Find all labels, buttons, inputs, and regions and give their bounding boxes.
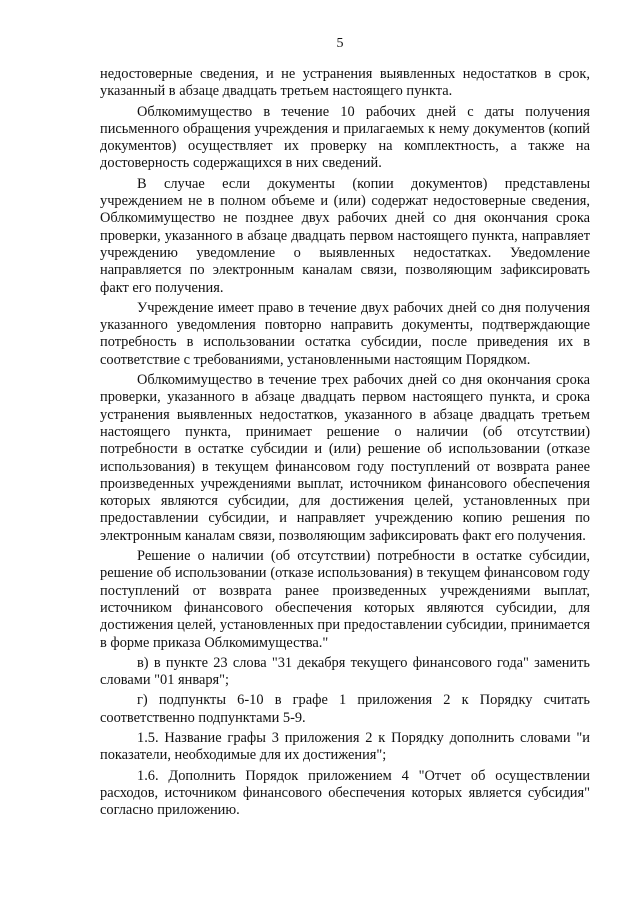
page-number: 5 bbox=[336, 36, 344, 51]
paragraph-8: г) подпункты 6-10 в графе 1 приложения 2 к Порядку считать соответственно подпунктами 5-9. bbox=[100, 692, 590, 726]
paragraph-4: Учреждение имеет право в течение двух рабочих дней со дня получения указанного уведомления повторно направить документы, подтверждающие потребность в использовании остатка субсидии, после приведения их в соответствие с требованиями, установленными настоящим Порядком. bbox=[100, 299, 590, 368]
paragraph-2: Облкомимущество в течение 10 рабочих дней с даты получения письменного обращения учреждения и прилагаемых к нему документов (копий документов) осуществляет их проверку на комплектность, а также на достоверность содержащихся в них сведений. bbox=[100, 103, 590, 172]
paragraph-9: 1.5. Название графы 3 приложения 2 к Порядку дополнить словами "и показатели, необходимые для их достижения"; bbox=[100, 729, 590, 764]
paragraph-5: Облкомимущество в течение трех рабочих дней со дня окончания срока проверки, указанного в абзаце двадцать первом настоящего пункта, и срока устранения выявленных недостатков, указанного в абзаце двадцать третьем настоящего пункта, принимает решение о наличии (об отсутствии) потребности в остатке субсидии и (или) решение об использовании (отказе использования) в текущем финансовом году поступлений от возврата ранее произведенных учреждениями выплат, источником финансового обеспечения которых являются субсидии, для достижения целей, установленных при предоставлении субсидии, и направляет учреждению копию решения по электронным каналам связи, позволяющим зафиксировать факт его получения. bbox=[100, 372, 590, 544]
paragraph-1: недостоверные сведения, и не устранения выявленных недостатков в срок, указанный в абзаце двадцать третьем настоящего пункта. bbox=[100, 66, 590, 100]
paragraph-6: Решение о наличии (об отсутствии) потребности в остатке субсидии, решение об использовании (отказе использования) в текущем финансовом году поступлений от возврата ранее произведенных учреждениями выплат, источником финансового обеспечения которых являются субсидии, для достижения целей, установленных при предоставлении субсидии, принимается в форме приказа Облкомимущества." bbox=[100, 548, 590, 651]
paragraph-10: 1.6. Дополнить Порядок приложением 4 "Отчет об осуществлении расходов, источником финансового обеспечения которых является субсидия" согласно приложению. bbox=[100, 767, 590, 819]
document-body bbox=[100, 66, 590, 822]
paragraph-3: В случае если документы (копии документов) представлены учреждением не в полном объеме и (или) содержат недостоверные сведения, Облкомимущество не позднее двух рабочих дней со дня окончания срока проверки, указанного в абзаце двадцать первом настоящего пункта, направляет учреждению уведомление о выявленных недостатках. Уведомление направляется по электронным каналам связи, позволяющим зафиксировать факт его получения. bbox=[100, 175, 590, 296]
paragraph-7: в) в пункте 23 слова "31 декабря текущего финансового года" заменить словами "01 января"; bbox=[100, 654, 590, 689]
